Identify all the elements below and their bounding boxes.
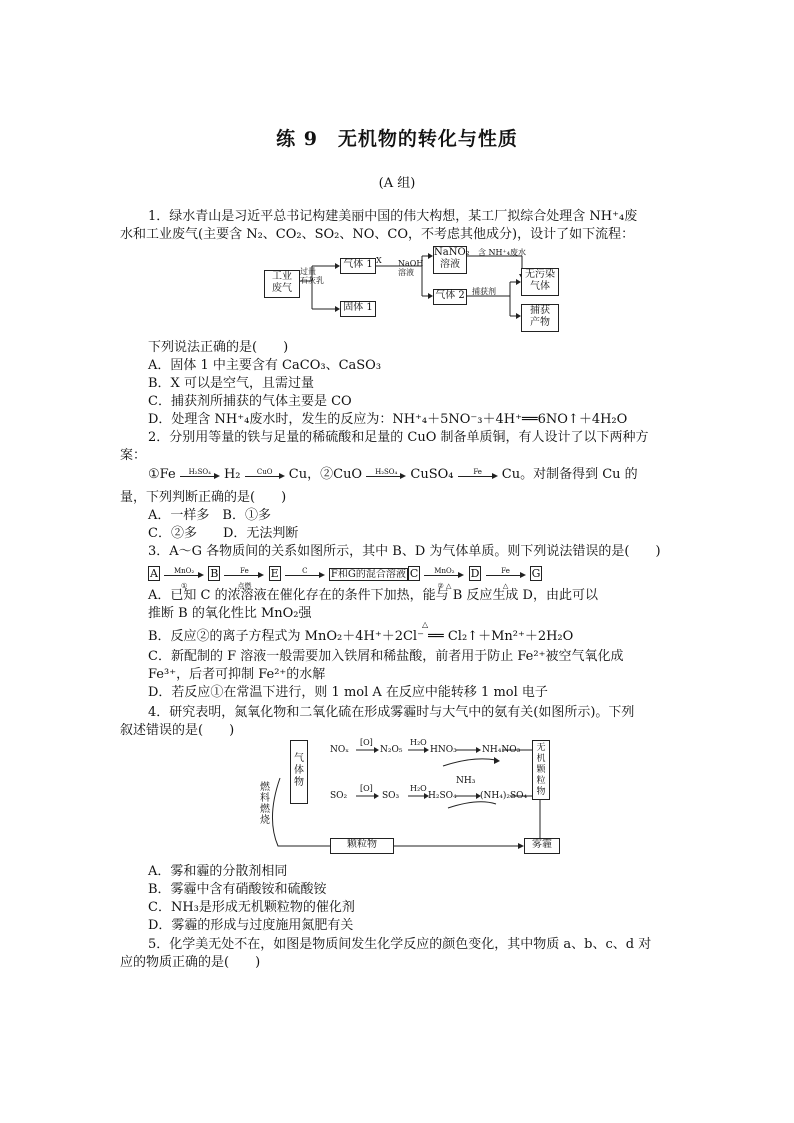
q2-stem-line4: 量，下列判断正确的是( ) (120, 490, 287, 505)
q1-option-c: C．捕获剂所捕获的气体主要是 CO (148, 394, 352, 409)
q3-option-d: D．若反应①在常温下进行，则 1 mol A 在反应中能转移 1 mol 电子 (148, 685, 548, 700)
q1-box-gas2: 气体 2 (433, 289, 467, 305)
q1-ask: 下列说法正确的是( ) (148, 340, 289, 355)
q3-arrow-2-top: Fe (240, 566, 249, 575)
q3-option-a-line2: 推断 B 的氧化性比 MnO₂强 (148, 606, 312, 621)
q1-label-x: X (376, 256, 382, 265)
q4-label-fuel: 燃 料 燃 烧 (260, 782, 270, 826)
q4-o1: [O] (360, 738, 373, 747)
q3-node-c: C (409, 567, 419, 580)
q1-option-b: B．X 可以是空气，且需过量 (148, 376, 314, 391)
q1-box-capture-product: 捕获 产物 (521, 304, 559, 332)
q4-hno3: HNO₃ (430, 745, 457, 755)
q4-option-b: B．雾霾中含有硝酸铵和硫酸铵 (148, 882, 327, 897)
q4-n2o5: N₂O₅ (380, 745, 403, 755)
q2-arrow-cuo (245, 469, 285, 481)
q4-nox: NOₓ (330, 745, 350, 755)
q4-box-gas: 气 体 物 (290, 740, 308, 804)
q4-o2: [O] (360, 784, 373, 793)
q1-label-capture-agent: 捕获剂 (472, 287, 496, 296)
q3-arrow-5-bottom: △ (502, 581, 509, 590)
q3-arrow-5 (486, 566, 526, 590)
q3-node-e: E (270, 567, 279, 580)
q4-nh4no3: NH₄NO₃ (482, 745, 521, 755)
q3-arrow-1 (164, 566, 204, 590)
q1-label-nh4-water: 含 NH⁺₄废水 (478, 248, 526, 257)
q4-nh4so4: (NH₄)₂SO₄ (480, 791, 528, 801)
q4-h2o1: H₂O (410, 738, 427, 747)
q1-stem-line1: 1．绿水青山是习近平总书记构建美丽中国的伟大构想，某工厂拟综合处理含 NH⁺₄废 (148, 209, 638, 224)
q4-option-d: D．雾霾的形成与过度施用氮肥有关 (148, 918, 354, 933)
page-title: 练 9 无机物的转化与性质 (276, 128, 518, 150)
q4-diagram (258, 738, 558, 860)
q3-arrow-1-bottom: ① (180, 581, 188, 590)
q2-options-line2: C．②多 D．无法判断 (148, 526, 299, 541)
q1-option-d: D．处理含 NH⁺₄废水时，发生的反应为：NH⁺₄＋5NO⁻₃＋4H⁺══6NO↑＋4H₂O (148, 412, 628, 427)
q4-box-inorganic: 无 机 颗 粒 物 (532, 740, 550, 800)
q2-options-line1: A．一样多 B．①多 (148, 508, 271, 523)
q2-route-cu-cuo: Cu，②CuO (288, 467, 363, 482)
q2-arrow-h2so4-1 (180, 469, 220, 481)
q3-arrow-1-top: MnO₂ (173, 566, 195, 575)
q3-arrow-4-bottom: ② △ (437, 581, 452, 590)
q1-stem-line2: 水和工业废气(主要含 N₂、CO₂、SO₂、NO、CO，不考虑其他成分)，设计了如下流程： (120, 227, 635, 242)
q1-box-solid1: 固体 1 (340, 301, 376, 317)
q4-stem-line1: 4．研究表明，氮氧化物和二氧化硫在形成雾霾时与大气中的氨有关(如图所示)。下列 (148, 705, 635, 720)
q2-arrow-h2so4-2 (366, 469, 406, 481)
group-label: (A 组) (378, 176, 416, 191)
q4-option-a: A．雾和霾的分散剂相同 (148, 864, 288, 879)
q2-arrow-h2so4-2-label: H₂SO₄ (375, 467, 398, 476)
q3-node-d: D (470, 567, 480, 580)
q2-route-h2: H₂ (223, 467, 241, 482)
q1-flow-diagram (260, 244, 560, 336)
q4-so2: SO₂ (330, 791, 348, 801)
q3-option-c-line2: Fe³⁺，后者可抑制 Fe²⁺的水解 (148, 667, 326, 682)
q2-route-tail: Cu。对制备得到 Cu 的 (501, 467, 638, 482)
q2-arrow-fe (458, 469, 498, 481)
q3-node-b: B (210, 567, 219, 580)
q5-stem-line1: 5．化学美无处不在，如图是物质间发生化学反应的颜色变化，其中物质 a、b、c、d 对 (148, 937, 652, 952)
q3-option-a-line1: A．已知 C 的浓溶液在催化存在的条件下加热，能与 B 反应生成 D，由此可以 (148, 588, 598, 603)
q3-arrow-4 (424, 566, 464, 590)
q4-option-c: C．NH₃是形成无机颗粒物的催化剂 (148, 900, 355, 915)
q1-label-naoh: NaOH 溶液 (398, 259, 424, 277)
q2-stem-line2: 案： (120, 448, 147, 463)
q3-option-c-line1: C．新配制的 F 溶液一般需要加入铁屑和稀盐酸，前者用于防止 Fe²⁺被空气氧化成 (148, 649, 624, 664)
q2-route-line (148, 466, 638, 484)
q4-box-haze: 雾霾 (524, 838, 560, 854)
q5-stem-line2: 应的物质正确的是( ) (120, 955, 261, 970)
q3-node-fg: F和G的混合溶液 (330, 569, 406, 580)
q1-box-clean-gas: 无污染 气体 (521, 268, 559, 296)
q2-route-cuso4: CuSO₄ (410, 467, 454, 482)
q3-arrow-4-top: MnO₂ (434, 566, 455, 575)
q3-stem: 3．A～G 各物质间的关系如图所示，其中 B、D 为气体单质。则下列说法错误的是( ) (148, 544, 661, 559)
q3-option-b-condition: △ (422, 620, 429, 629)
q4-h2so4: H₂SO₄ (428, 791, 457, 801)
q4-nh3: NH₃ (456, 776, 476, 786)
q3-node-a: A (150, 567, 158, 580)
q4-so3: SO₃ (382, 791, 400, 801)
q3-arrow-2-bottom: 点燃 (237, 581, 252, 590)
q2-route-fe: ①Fe (148, 467, 176, 482)
q2-stem-line1: 2．分别用等量的铁与足量的稀硫酸和足量的 CuO 制备单质铜，有人设计了以下两种方 (148, 430, 649, 445)
q3-chain (148, 565, 542, 590)
q4-stem-line2: 叙述错误的是( ) (120, 723, 235, 738)
q1-box-waste-gas: 工业 废气 (264, 270, 300, 298)
q2-arrow-cuo-label: CuO (256, 467, 273, 476)
q2-arrow-fe-label: Fe (473, 467, 482, 476)
q3-arrow-3-top: C (302, 566, 308, 575)
q3-node-g: G (531, 567, 541, 580)
q2-arrow-h2so4-1-label: H₂SO₄ (188, 467, 211, 476)
q4-box-particle: 颗粒物 (330, 838, 394, 854)
q1-option-a: A．固体 1 中主要含有 CaCO₃、CaSO₃ (148, 358, 382, 373)
q1-label-excess-lime: 过量 石灰乳 (300, 267, 324, 285)
q3-arrow-2 (224, 566, 264, 590)
q3-option-b: B．反应②的离子方程式为 MnO₂＋4H⁺＋2Cl⁻ ══ Cl₂↑＋Mn²⁺＋2H₂O (148, 629, 574, 644)
q1-box-gas1: 气体 1 (340, 258, 376, 274)
q4-h2o2: H₂O (410, 784, 427, 793)
q3-arrow-5-top: Fe (501, 566, 510, 575)
q1-box-nano2: NaNO₂ 溶液 (433, 246, 467, 274)
q3-arrow-3 (285, 568, 325, 580)
